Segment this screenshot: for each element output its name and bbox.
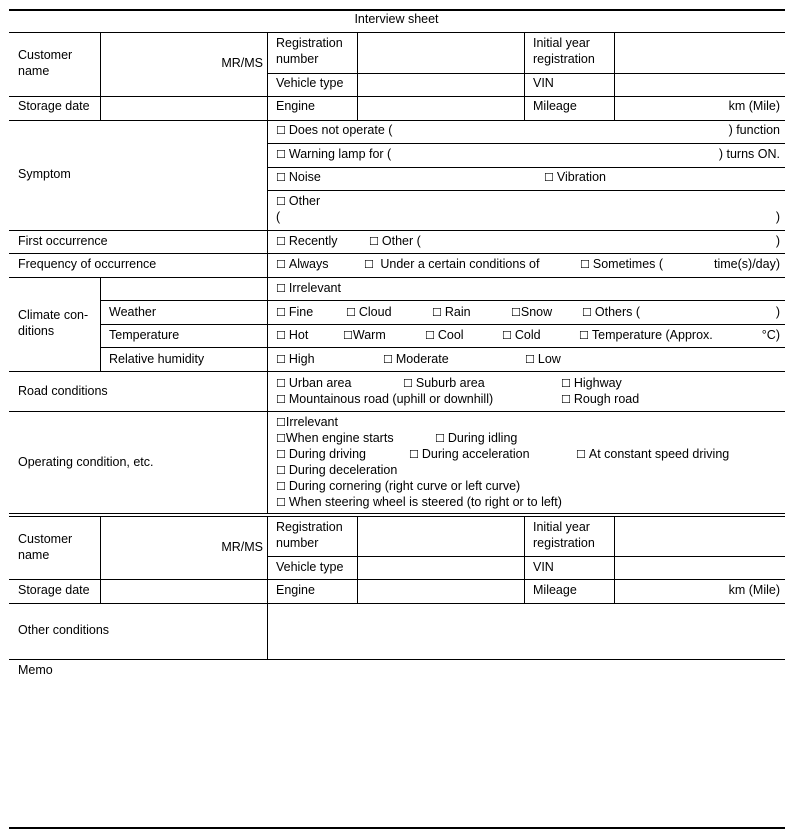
checkbox-icon: ☐ [425,329,435,342]
divider [100,516,101,603]
storage-date-label: Storage date [18,583,90,597]
checkbox-during-deceleration[interactable]: ☐ During deceleration [276,463,398,477]
checkbox-low[interactable]: ☐ Low [525,352,561,366]
engine-label: Engine [276,583,315,597]
checkbox-icon: ☐ [276,282,286,295]
checkbox-during-driving[interactable]: ☐ During driving [276,447,366,461]
mileage-label: Mileage [533,583,577,597]
customer-name-label: name [18,548,50,562]
divider [9,579,785,580]
page-title: Interview sheet [354,12,439,26]
mileage-label: Mileage [533,99,577,113]
divider [9,659,785,660]
checkbox-icon: ☐ [276,306,286,319]
initial-year-label: Initial year [533,36,590,50]
divider [614,516,615,603]
checkbox-urban-area[interactable]: ☐ Urban area [276,376,352,390]
temperature-label: Temperature [109,328,180,342]
checkbox-icon: ☐ [409,448,419,461]
customer-name-label: Customer [18,48,73,62]
divider [9,513,785,514]
divider [9,253,785,254]
divider [267,190,785,191]
divider [267,556,785,557]
checkbox-certain-conditions[interactable]: ☐ Under a certain conditions of [364,257,540,271]
initial-year-label: registration [533,52,595,66]
checkbox-during-cornering[interactable]: ☐ During cornering (right curve or left curve) [276,479,521,493]
checkbox-recently[interactable]: ☐ Recently [276,234,338,248]
checkbox-icon: ☐ [369,235,379,248]
symptom-label: Symptom [18,167,71,181]
checkbox-cloud[interactable]: ☐ Cloud [346,305,392,319]
vehicle-type-label: Vehicle type [276,560,344,574]
checkbox-icon: ☐ [276,377,286,390]
checkbox-others-weather[interactable]: ☐ Others ( [582,305,641,319]
registration-label: number [276,536,319,550]
memo-label: Memo [18,663,53,677]
function-suffix: ) function [728,123,780,137]
checkbox-constant-speed[interactable]: ☐ At constant speed driving [576,447,730,461]
mr-ms-label: MR/MS [221,56,263,70]
divider [357,32,358,120]
checkbox-fine[interactable]: ☐ Fine [276,305,314,319]
checkbox-cold[interactable]: ☐ Cold [502,328,541,342]
checkbox-during-idling[interactable]: ☐ During idling [435,431,518,445]
other-conditions-label: Other conditions [18,623,110,637]
checkbox-other[interactable]: ☐ Other [276,194,321,208]
close-paren: ) [775,305,780,319]
checkbox-does-not-operate[interactable]: ☐ Does not operate ( [276,123,393,137]
divider [9,230,785,231]
checkbox-icon: ☐ [561,377,571,390]
checkbox-temperature-approx[interactable]: ☐ Temperature (Approx. [579,328,713,342]
storage-date-label: Storage date [18,99,90,113]
frequency-label: Frequency of occurrence [18,257,157,271]
checkbox-always[interactable]: ☐ Always [276,257,329,271]
checkbox-noise[interactable]: ☐ Noise [276,170,321,184]
divider [9,603,785,604]
checkbox-climate-irrelevant[interactable]: ☐ Irrelevant [276,281,341,295]
open-paren: ( [276,210,281,224]
checkbox-during-acceleration[interactable]: ☐ During acceleration [409,447,530,461]
checkbox-icon: ☐ [579,329,589,342]
divider [100,324,785,325]
vin-label: VIN [533,76,554,90]
divider [267,516,268,659]
divider [357,516,358,603]
close-paren: ) [775,234,780,248]
divider [524,516,525,603]
divider [100,32,101,120]
checkbox-icon: ☐ [432,306,442,319]
checkbox-rough-road[interactable]: ☐ Rough road [561,392,640,406]
mileage-unit: km (Mile) [728,583,780,597]
checkbox-icon: ☐ [276,329,286,342]
divider [267,73,785,74]
first-occurrence-label: First occurrence [18,234,108,248]
divider [100,300,785,301]
mr-ms-label: MR/MS [221,540,263,554]
checkbox-other-occurrence[interactable]: ☐ Other ( [369,234,421,248]
celsius-unit: °C) [761,328,780,342]
checkbox-sometimes[interactable]: ☐ Sometimes ( [580,257,664,271]
customer-name-label: Customer [18,532,73,546]
climate-label: Climate con- [18,308,89,322]
checkbox-icon: ☐ [561,393,571,406]
checkbox-icon: ☐ [435,432,445,445]
divider [9,516,785,517]
checkbox-icon: ☐ [576,448,586,461]
humidity-label: Relative humidity [109,352,205,366]
checkbox-steering-wheel[interactable]: ☐ When steering wheel is steered (to right or to left) [276,495,562,509]
checkbox-snow[interactable]: ☐Snow [511,305,553,319]
checkbox-icon: ☐ [276,496,286,509]
checkbox-icon: ☐ [276,171,286,184]
checkbox-hot[interactable]: ☐ Hot [276,328,309,342]
divider [9,411,785,412]
divider [267,167,785,168]
checkbox-mountainous-road[interactable]: ☐ Mountainous road (uphill or downhill) [276,392,494,406]
checkbox-icon: ☐ [276,393,286,406]
checkbox-icon: ☐ [276,148,286,161]
checkbox-icon: ☐ [276,480,286,493]
divider [9,371,785,372]
checkbox-warm[interactable]: ☐Warm [343,328,386,342]
initial-year-label: Initial year [533,520,590,534]
checkbox-op-irrelevant[interactable]: ☐Irrelevant [276,415,338,429]
initial-year-label: registration [533,536,595,550]
checkbox-icon: ☐ [511,306,521,319]
checkbox-icon: ☐ [582,306,592,319]
checkbox-icon: ☐ [403,377,413,390]
checkbox-vibration[interactable]: ☐ Vibration [544,170,606,184]
checkbox-icon: ☐ [276,432,286,445]
checkbox-icon: ☐ [544,171,554,184]
divider [614,32,615,120]
checkbox-suburb-area[interactable]: ☐ Suburb area [403,376,485,390]
divider [100,277,101,371]
checkbox-cool[interactable]: ☐ Cool [425,328,464,342]
checkbox-icon: ☐ [276,124,286,137]
checkbox-icon: ☐ [580,258,590,271]
checkbox-icon: ☐ [276,448,286,461]
checkbox-icon: ☐ [276,258,286,271]
checkbox-icon: ☐ [502,329,512,342]
checkbox-icon: ☐ [276,195,286,208]
checkbox-icon: ☐ [276,416,286,429]
checkbox-high[interactable]: ☐ High [276,352,315,366]
divider [9,120,785,121]
mileage-unit: km (Mile) [728,99,780,113]
times-per-day: time(s)/day) [714,257,780,271]
road-conditions-label: Road conditions [18,384,108,398]
operating-condition-label: Operating condition, etc. [18,455,154,469]
engine-label: Engine [276,99,315,113]
checkbox-moderate[interactable]: ☐ Moderate [383,352,449,366]
divider [267,32,268,513]
climate-label: ditions [18,324,55,338]
checkbox-warning-lamp[interactable]: ☐ Warning lamp for ( [276,147,392,161]
registration-label: number [276,52,319,66]
checkbox-icon: ☐ [276,235,286,248]
checkbox-highway[interactable]: ☐ Highway [561,376,622,390]
vehicle-type-label: Vehicle type [276,76,344,90]
divider [100,347,785,348]
checkbox-icon: ☐ [364,258,374,271]
checkbox-icon: ☐ [346,306,356,319]
checkbox-icon: ☐ [276,464,286,477]
checkbox-rain[interactable]: ☐ Rain [432,305,471,319]
bottom-rule [9,827,785,829]
divider [9,96,785,97]
checkbox-icon: ☐ [276,353,286,366]
divider [9,32,785,33]
divider [524,32,525,120]
checkbox-icon: ☐ [383,353,393,366]
divider [267,143,785,144]
customer-name-label: name [18,64,50,78]
divider [9,277,785,278]
registration-label: Registration [276,36,343,50]
checkbox-engine-starts[interactable]: ☐When engine starts [276,431,394,445]
close-paren: ) [775,210,780,224]
registration-label: Registration [276,520,343,534]
vin-label: VIN [533,560,554,574]
weather-label: Weather [109,305,157,319]
checkbox-icon: ☐ [525,353,535,366]
turns-on-suffix: ) turns ON. [718,147,780,161]
checkbox-icon: ☐ [343,329,353,342]
